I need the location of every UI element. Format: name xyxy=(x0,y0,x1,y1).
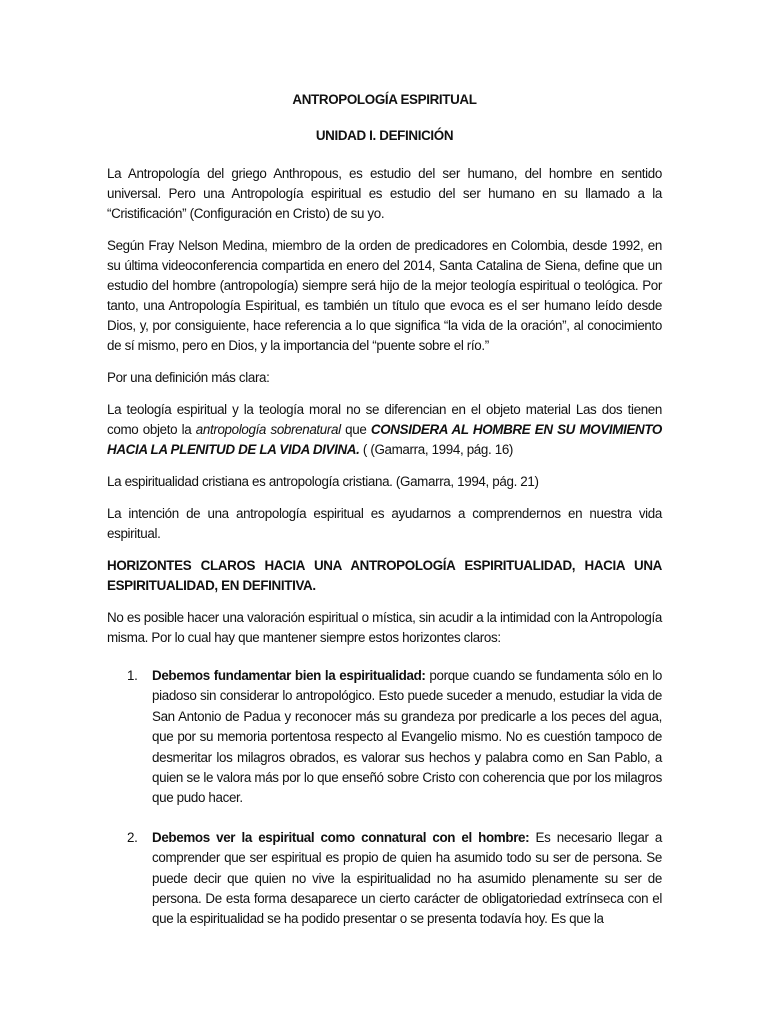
list-item xyxy=(107,828,662,930)
paragraph-definition: La Antropología del griego Anthropous, es estudio del ser humano, del hombre en sentido universal. Pero una Antropología espiritual es estudio del ser humano en su llamado a la “Cristificación” (Configuración en Cristo) de su yo. xyxy=(107,166,662,221)
italic-term: antropología sobrenatural xyxy=(195,422,341,437)
list-item-text: Es necesario llegar a comprender que ser espiritual es propio de quien ha asumido todo su ser de persona. Se puede decir que quien no vive la espiritualidad no ha asumido plenamente su ser de persona. De esta forma desaparece un cierto carácter de obligatoriedad extrínseca con el que la espiritualidad se ha podido presentar o se presenta todavía hoy. Es que la xyxy=(152,829,662,927)
paragraph-moral-theology-part-1: La teología espiritual y la teología moral no se diferencian en el objeto material Las dos tienen como objeto la xyxy=(107,402,662,437)
paragraph-fray-nelson: Según Fray Nelson Medina, miembro de la orden de predicadores en Colombia, desde 1992, en su última videoconferencia compartida en enero del 2014, Santa Catalina de Siena, define que un estudio del hombre (antropología) siempre será hijo de la mejor teología espiritual o teológica. Por tanto, una Antropología Espiritual, es también un título que evoca es el ser humano leído desde Dios, y, por consiguiente, hace referencia a lo que significa “la vida de la oración”, al conocimiento de sí mismo, pero en Dios, y la importancia del “puente sobre el río.” xyxy=(107,238,662,353)
paragraph-clearer-definition: Por una definición más clara: xyxy=(107,370,270,385)
list-item-text: porque cuando se fundamenta sólo en lo piadoso sin considerar lo antropológico. Esto puede suceder a menudo, estudiar la vida de San Antonio de Padua y reconocer más su grandeza por predicarle a los peces del agua, que por su memoria portentosa respecto al Evangelio mismo. No es cuestión tampoco de desmeritar los milagros obrados, es valorar sus hechos y palabra como en San Pablo, a quien se le valora más por lo que enseñó sobre Cristo con coherencia que por los milagros que pudo hacer. xyxy=(152,668,662,806)
list-item-number: 1. xyxy=(127,668,138,683)
citation: ( (Gamarra, 1994, pág. 16) xyxy=(359,442,514,457)
paragraph-christian-spirituality: La espiritualidad cristiana es antropología cristiana. (Gamarra, 1994, pág. 21) xyxy=(107,474,539,489)
list-item xyxy=(107,666,662,809)
paragraph-moral-theology xyxy=(107,400,662,460)
horizons-list xyxy=(107,666,662,930)
bold-italic-emphasis: CONSIDERA AL HOMBRE EN SU MOVIMIENTO HACIA LA PLENITUD DE LA VIDA DIVINA. xyxy=(107,422,662,457)
paragraph-horizons-intro: No es posible hacer una valoración espiritual o mística, sin acudir a la intimidad con la Antropología misma. Por lo cual hay que mantener siempre estos horizontes claros: xyxy=(107,610,662,645)
unit-title: UNIDAD I. DEFINICIÓN xyxy=(315,128,454,143)
document-page xyxy=(107,90,662,930)
section-heading: HORIZONTES CLAROS HACIA UNA ANTROPOLOGÍA ESPIRITUALIDAD, HACIA UNA ESPIRITUALIDAD, EN DEFINITIVA. xyxy=(107,558,662,593)
paragraph-intention: La intención de una antropología espiritual es ayudarnos a comprendernos en nuestra vida espiritual. xyxy=(107,506,662,541)
document-title: ANTROPOLOGÍA ESPIRITUAL xyxy=(292,92,477,107)
list-item-number: 2. xyxy=(127,829,138,845)
list-item-bold-lead: Debemos ver la espiritual como connatural con el hombre: xyxy=(152,829,530,845)
paragraph-moral-theology-part-2: que xyxy=(340,422,371,437)
list-item-bold-lead: Debemos fundamentar bien la espiritualidad: xyxy=(152,668,426,683)
